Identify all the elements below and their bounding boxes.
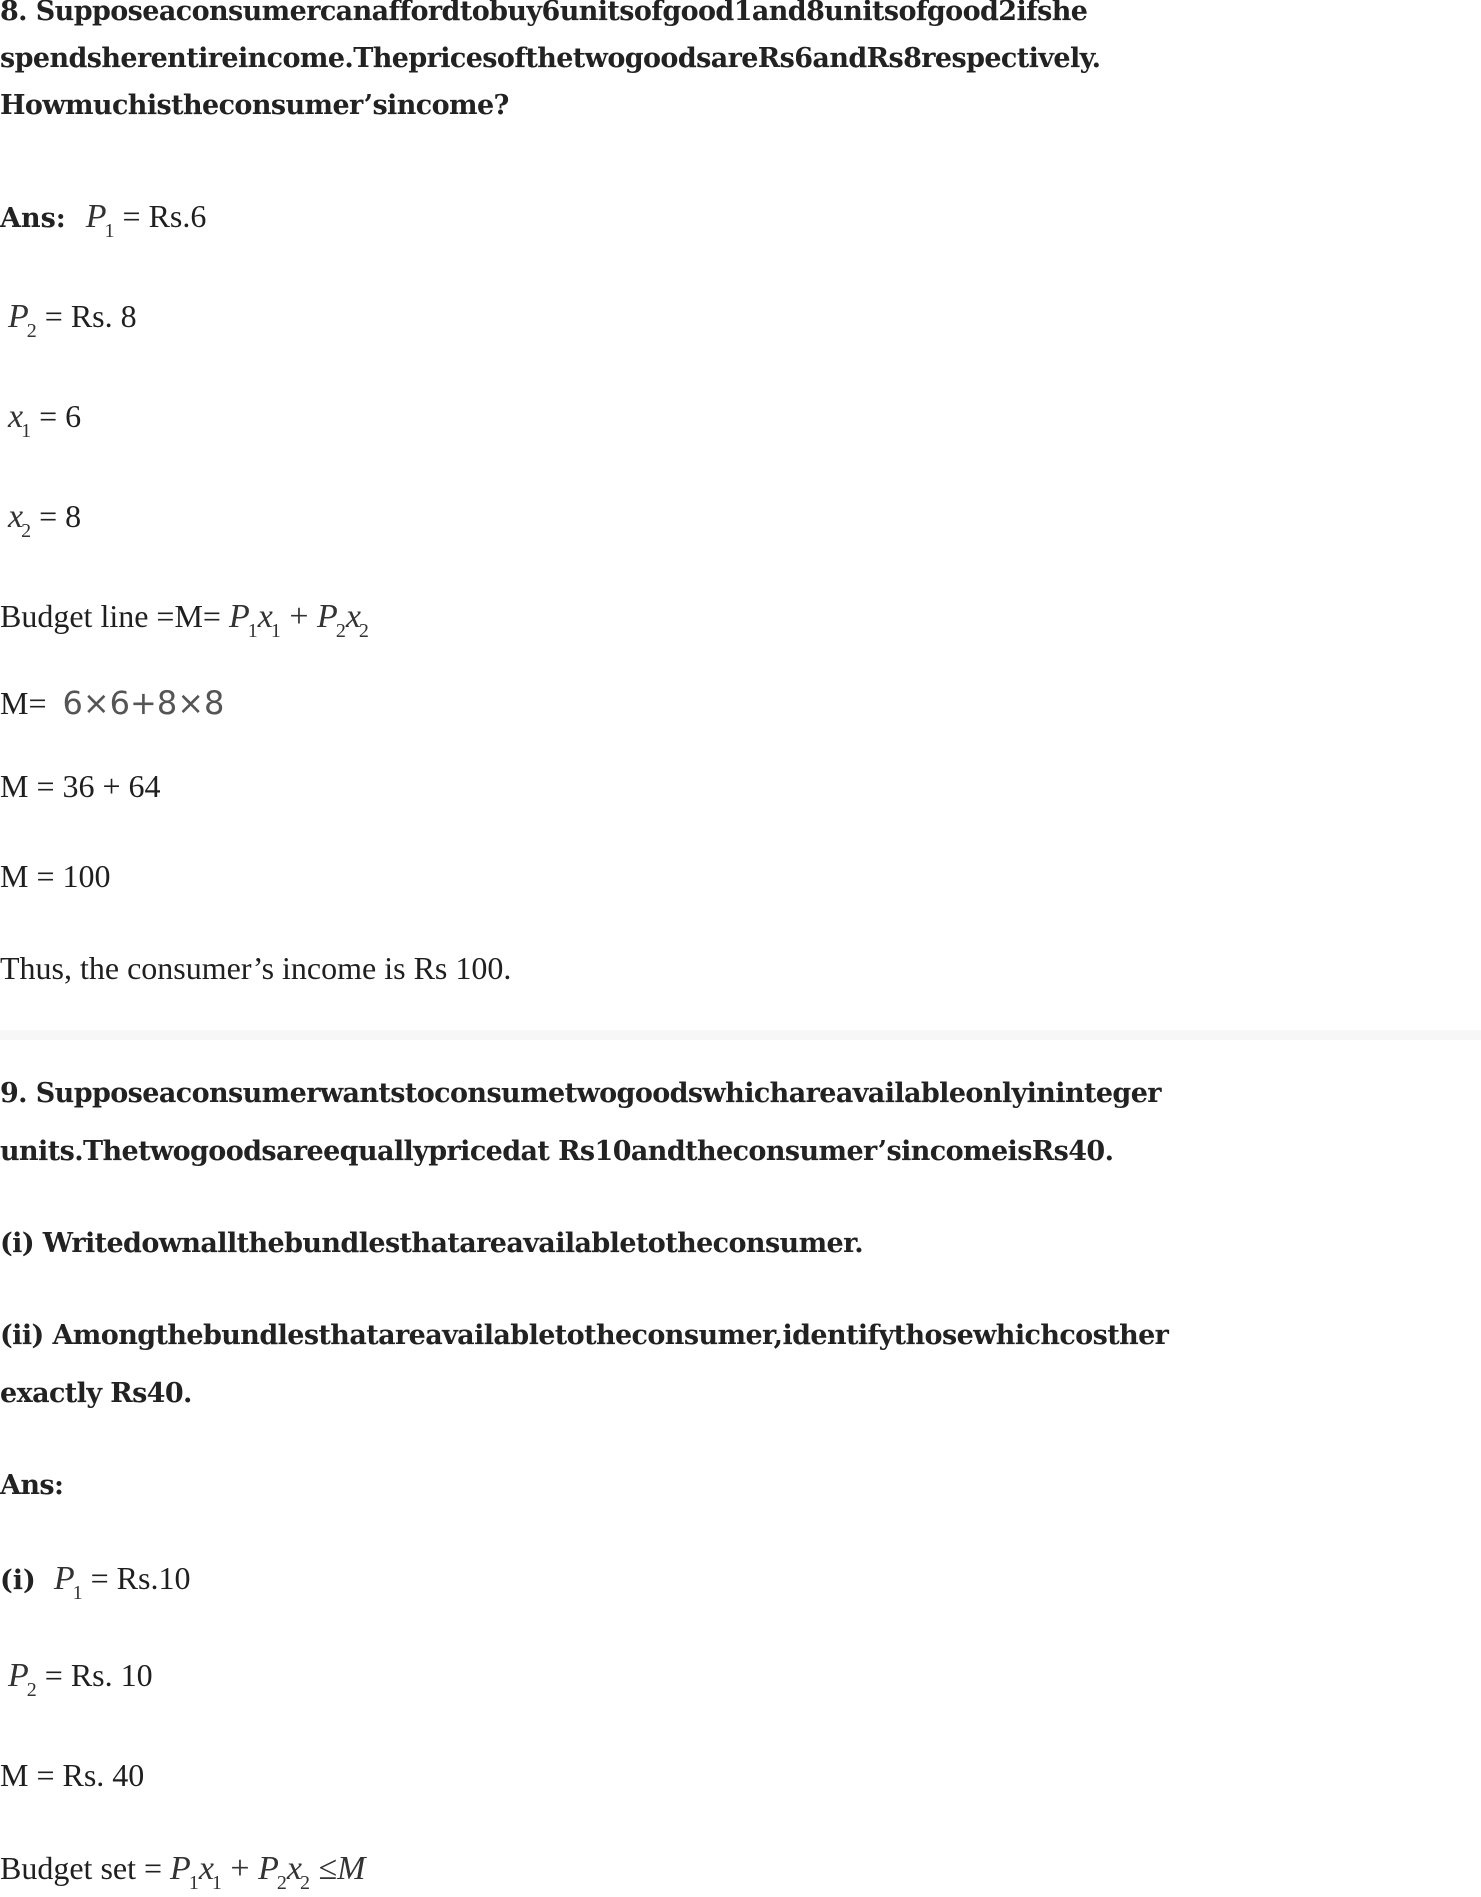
q9-m: M = Rs. 40 [0, 1757, 145, 1793]
q8-line-1: 8. Supposeaconsumercanaffordtobuy6unitsofgood1and8unitsofgood2ifshe [0, 0, 1088, 27]
q9-part-ii-line-2: exactly Rs40. [0, 1378, 192, 1409]
q9-budget-set: Budget set = $P_1x_1 + P_2x_2 \le M$ [0, 1850, 366, 1894]
q8-m-sum: M = 36 + 64 [0, 768, 161, 804]
q9-line-1: 9. Supposeaconsumerwantstoconsumetwogoodswhichareavailableonlyininteger [0, 1078, 1161, 1109]
q8-m-result: M = 100 [0, 858, 111, 894]
q9-part-ii-line-1: (ii) Amongthebundlesthatareavailabletotheconsumer,identifythosewhichcosther [0, 1320, 1169, 1351]
q9-line-2: units.Thetwogoodsareequallypricedat Rs10andtheconsumer’sincomeisRs40. [0, 1136, 1114, 1167]
budget-line-formula: $P_1x_1 + P_2x_2$ [228, 598, 369, 642]
q8-line-2: spendsherentireincome.ThepricesofthetwogoodsareRs6andRs8respectively. [0, 43, 1101, 74]
q8-p2: $P_2 = Rs$. 8 [8, 298, 137, 342]
q8-x2: $x_2 = 8$ [8, 498, 82, 542]
q9-ans-p1: (i) $P_1 = Rs.10$ [0, 1560, 191, 1604]
q9-ans-label: Ans: [0, 1470, 64, 1501]
q9-p2: $P_2 = Rs$. 10 [8, 1657, 153, 1701]
q8-conclusion: Thus, the consumer’s income is Rs 100. [0, 950, 512, 986]
q8-budget-line: Budget line $=M= P_1x_1 + P_2x_2$ [0, 598, 369, 642]
q8-ans-p1: Ans: $P_1 = Rs.6$ [0, 198, 207, 242]
ans-label: Ans: [0, 203, 66, 234]
section-divider [0, 1030, 1481, 1040]
q9-part-i: (i) Writedownallthebundlesthatareavailabletotheconsumer. [0, 1228, 864, 1259]
q8-line-3: Howmuchistheconsumer’sincome? [0, 90, 509, 121]
q8-x1: $x_1 = 6$ [8, 398, 82, 442]
budget-set-formula: $P_1x_1 + P_2x_2 \le M$ [170, 1850, 366, 1894]
q8-m-expr: M= 6×6+8×8 [0, 684, 225, 722]
